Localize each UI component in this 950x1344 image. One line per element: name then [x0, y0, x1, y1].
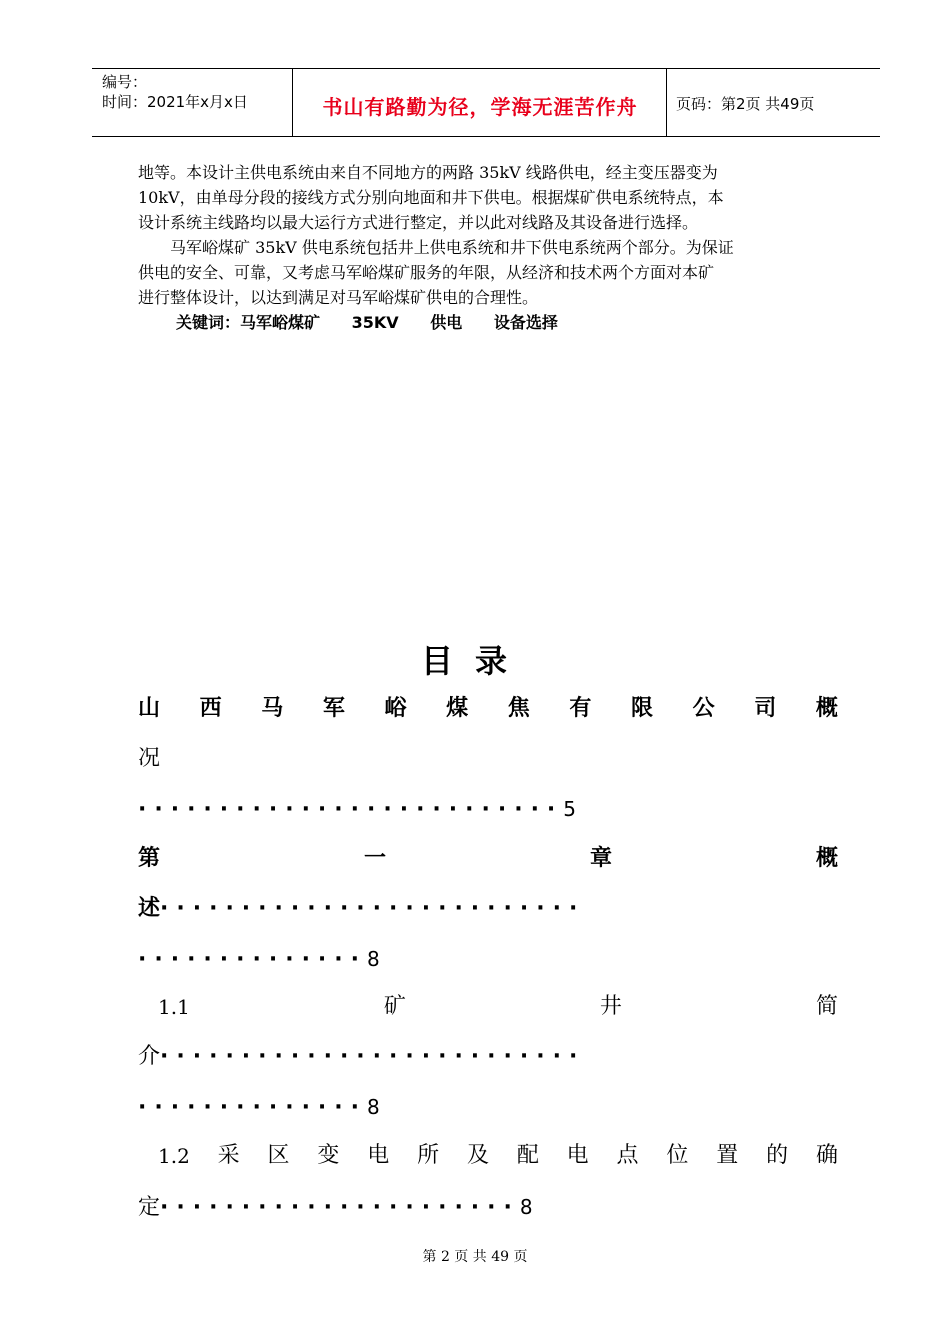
toc-entry-2-leader	[138, 942, 380, 976]
toc-char: 司	[754, 696, 777, 721]
toc-char: 马	[261, 696, 284, 721]
keywords-line	[176, 310, 584, 333]
toc-char: 电	[566, 1143, 589, 1168]
toc-section-number: 1.2	[158, 1144, 190, 1168]
keyword: 关键词：马军峪煤矿	[176, 313, 321, 332]
toc-char: 所	[417, 1143, 440, 1168]
toc-char: 军	[322, 696, 345, 721]
toc-leader-dots: ··························	[138, 797, 564, 822]
toc-char: 第	[138, 846, 161, 871]
toc-char: 及	[466, 1143, 489, 1168]
keyword: 设备选择	[493, 313, 558, 332]
toc-entry-2-line[interactable]	[138, 842, 838, 876]
toc-entry-3-wrap	[138, 1040, 585, 1074]
header-code: 编号：	[102, 73, 148, 91]
toc-char: 区	[267, 1143, 290, 1168]
toc-char: 况	[138, 746, 161, 771]
toc-leader-dots: ··············	[138, 1095, 368, 1120]
toc-char: 矿	[383, 994, 406, 1019]
toc-section-number: 1.1	[158, 995, 190, 1019]
toc-leader-dots: ··························	[160, 1044, 586, 1069]
keyword: 35KV	[351, 313, 399, 332]
header-meta	[102, 72, 248, 112]
header-divider	[292, 69, 293, 136]
toc-entry-1-line[interactable]	[138, 692, 838, 726]
toc-char: 公	[692, 696, 715, 721]
toc-char: 西	[199, 696, 222, 721]
toc-char: 概	[815, 846, 838, 871]
toc-char: 点	[616, 1143, 639, 1168]
toc-char: 一	[363, 846, 386, 871]
toc-title: 目录	[420, 642, 529, 680]
toc-leader-dots: ··························	[160, 896, 586, 921]
toc-leader-dots: ······················	[160, 1195, 520, 1220]
text-line: 设计系统主线路均以最大运行方式进行整定，并以此对线路及其设备进行选择。	[138, 213, 699, 232]
text-line: 马军峪煤矿 35kV 供电系统包括井上供电系统和井下供电系统两个部分。为保证	[138, 238, 734, 257]
text-line: 进行整体设计，以达到满足对马军峪煤矿供电的合理性。	[138, 288, 539, 307]
toc-char: 定	[138, 1195, 161, 1220]
toc-char: 采	[217, 1143, 240, 1168]
toc-page-number: 8	[367, 947, 380, 971]
toc-char: 简	[815, 994, 838, 1019]
toc-entry-4-wrap	[138, 1190, 533, 1224]
text-line: 地等。本设计主供电系统由来自不同地方的两路 35kV 线路供电，经主变压器变为	[138, 163, 718, 182]
header-page-number: 页码：第2页 共49页	[676, 95, 815, 113]
toc-char: 述	[138, 896, 161, 921]
toc-entry-2-wrap	[138, 892, 585, 926]
page-header	[92, 68, 880, 137]
header-time: 时间：2021年x月x日	[102, 93, 248, 111]
toc-char: 焦	[507, 696, 530, 721]
toc-char: 电	[367, 1143, 390, 1168]
toc-entry-3-line[interactable]	[158, 990, 838, 1024]
toc-char: 配	[516, 1143, 539, 1168]
toc-char: 的	[766, 1143, 789, 1168]
toc-char: 变	[317, 1143, 340, 1168]
toc-char: 限	[631, 696, 654, 721]
toc-char: 介	[138, 1044, 161, 1069]
toc-char: 位	[666, 1143, 689, 1168]
toc-entry-4-line[interactable]	[158, 1139, 838, 1173]
text-line: 供电的安全、可靠，又考虑马军峪煤矿服务的年限，从经济和技术两个方面对本矿	[138, 263, 715, 282]
toc-entry-3-leader	[138, 1090, 380, 1124]
toc-leader-dots: ··············	[138, 947, 368, 972]
toc-char: 确	[815, 1143, 838, 1168]
toc-page-number: 8	[519, 1195, 533, 1219]
toc-page-number: 8	[367, 1095, 380, 1119]
toc-char: 井	[599, 994, 622, 1019]
toc-char: 有	[569, 696, 592, 721]
paragraph-1	[138, 160, 850, 235]
toc-char: 峪	[384, 696, 407, 721]
toc-char: 章	[589, 846, 612, 871]
page-footer: 第 2 页 共 49 页	[422, 1249, 528, 1265]
toc-entry-1-leader	[138, 792, 576, 826]
keyword: 供电	[430, 313, 463, 332]
header-motto: 书山有路勤为径，学海无涯苦作舟	[322, 95, 638, 119]
toc-char: 煤	[446, 696, 469, 721]
toc-char: 概	[815, 696, 838, 721]
toc-entry-1-wrap	[138, 742, 160, 776]
paragraph-2	[138, 235, 850, 310]
toc-page-number: 5	[563, 797, 577, 821]
toc-char: 置	[716, 1143, 739, 1168]
text-line: 10kV，由单母分段的接线方式分别向地面和井下供电。根据煤矿供电系统特点，本	[138, 188, 724, 207]
header-divider	[666, 69, 667, 136]
toc-char: 山	[138, 696, 161, 721]
